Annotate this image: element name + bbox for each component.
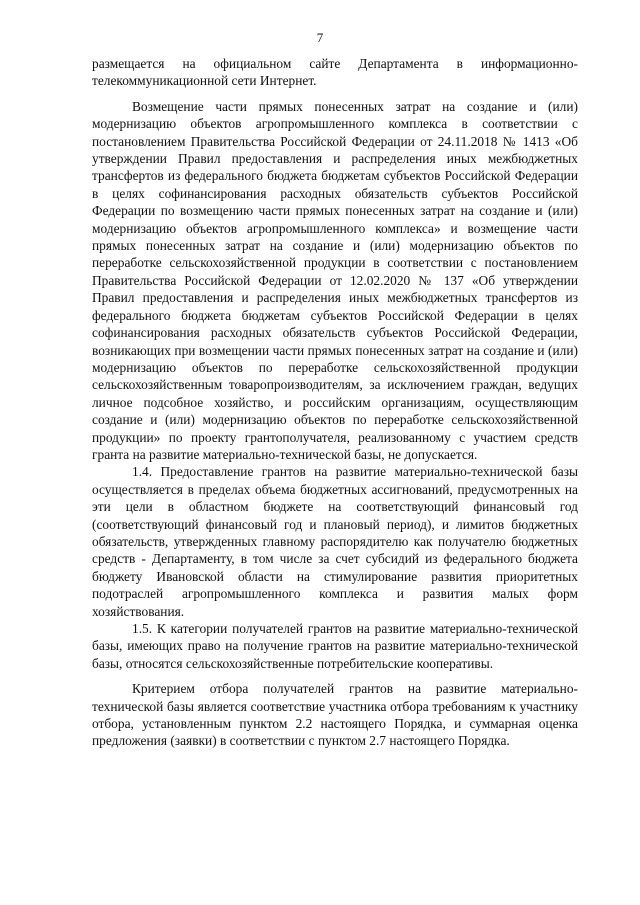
paragraph-selection-criterion: Критерием отбора получателей грантов на развитие материально-технической базы является соответствие участника отбора требованиям к участнику отбора, установленным пунктом 2.2 настоящего Порядка, и суммарная оценка предложения (заявки) в соответствии с пунктом 2.7 настоящего Порядка. [92, 681, 578, 749]
page-number: 7 [316, 30, 324, 45]
paragraph-continuation: размещается на официальном сайте Департамента в информационно-телекоммуникационной сети Интернет. [92, 56, 578, 89]
paragraph-reimbursement: Возмещение части прямых понесенных затрат на создание и (или) модернизацию объектов агропромышленного комплекса в соответствии с постановлением Правительства Российской Федерации от 24.11.2018 № 1413 «Об утверждении Правил предоставления и распределения иных межбюджетных трансфертов из федерального бюджета бюджетам субъектов Российской Федерации в целях софинансирования расходных обязательств субъектов Российской Федерации по возмещению части прямых понесенных затрат на создание и (или) модернизацию объектов агропромышленного комплекса» и возмещение части прямых понесенных затрат на создание и (или) модернизацию объектов по переработке сельскохозяйственной продукции в соответствии с постановлением Правительства Российской Федерации от 12.02.2020 № 137 «Об утверждении Правил предоставления и распределения иных межбюджетных трансфертов из федерального бюджета бюджетам субъектов Российской Федерации в целях софинансирования расходных обязательств субъектов Российской Федерации, возникающих при возмещении части прямых понесенных затрат на создание и (или) модернизацию объектов по переработке сельскохозяйственной продукции сельскохозяйственным товаропроизводителям, за исключением граждан, ведущих личное подсобное хозяйство, и российским организациям, осуществляющим создание и (или) модернизацию объектов по переработке сельскохозяйственной продукции» по проекту грантополучателя, реализованному с участием средств гранта на развитие материально-технической базы, не допускается. [92, 98, 578, 462]
paragraph-1-5: 1.5. К категории получателей грантов на развитие материально-технической базы, имеющих право на получение грантов на развитие материально-технической базы, относятся сельскохозяйственные потребительские кооперативы. [92, 621, 578, 671]
document-body [92, 55, 578, 750]
paragraph-1-4: 1.4. Предоставление грантов на развитие материально-технической базы осуществляется в пределах объема бюджетных ассигнований, предусмотренных на эти цели в областном бюджете на соответствующий финансовый год (соответствующий финансовый год и плановый период), и лимитов бюджетных обязательств, утвержденных главному распорядителю как получателю бюджетных средств - Департаменту, в том числе за счет субсидий из федерального бюджета бюджету Ивановской области на стимулирование развития приоритетных подотраслей агропромышленного комплекса и развития малых форм хозяйствования. [92, 464, 578, 619]
